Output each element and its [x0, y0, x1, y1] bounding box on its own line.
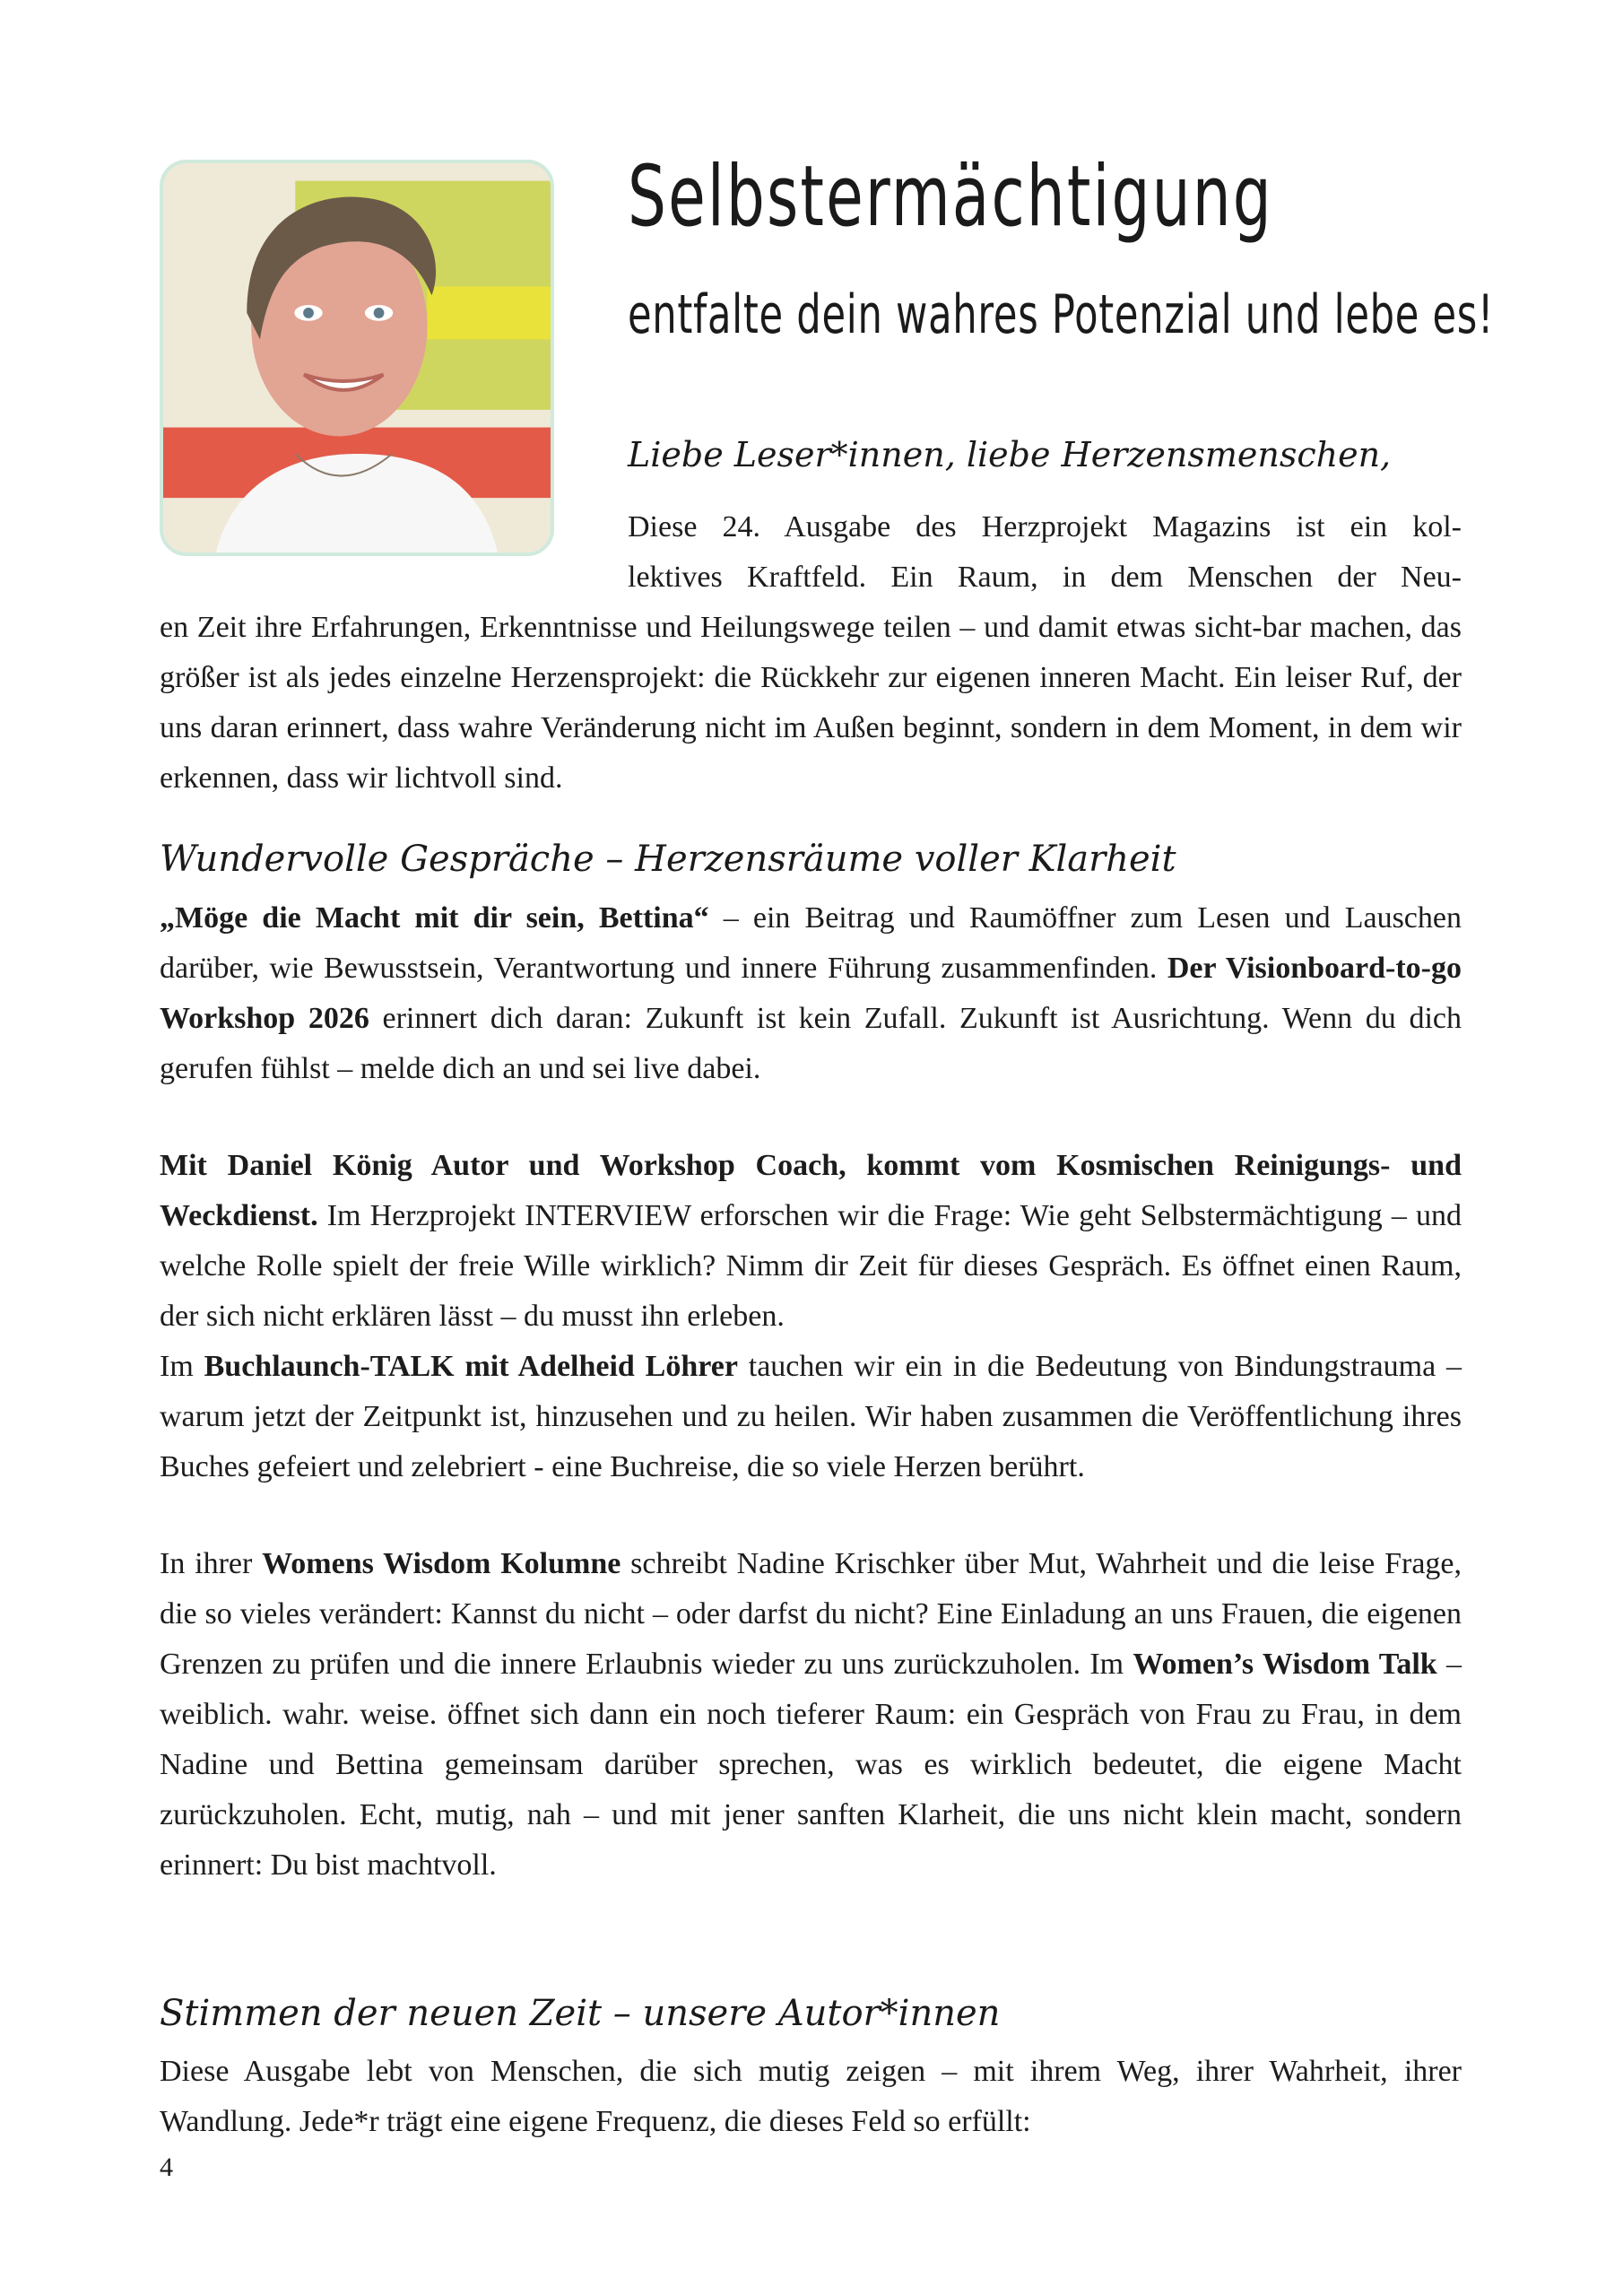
highlight-buchlaunch: Buchlaunch-TALK mit Adelheid Löhrer	[204, 1350, 738, 1383]
highlight-talk: Women’s Wisdom Talk	[1133, 1648, 1437, 1681]
page-number: 4	[160, 2152, 173, 2182]
paragraph-authors: Diese Ausgabe lebt von Menschen, die sich mutig zeigen – mit ihrem Weg, ihrer Wahrheit, ihrer Wandlung. Jede*r trägt eine eigene Frequenz, die dieses Feld so erfüllt:	[160, 2055, 1462, 2138]
page-title: Selbstermächtigung	[628, 148, 1273, 246]
highlight-workshop: Der Visionboard-to-go Workshop 2026	[160, 952, 1462, 1035]
portrait-illustration	[163, 163, 551, 552]
intro-paragraph: en Zeit ihre Erfahrungen, Erkenntnisse und Heilungswege teilen – und damit etwas sicht-bar machen, das größer ist als jedes einzelne Herzensprojekt: die Rückkehr zur eigenen inneren Macht. Ein leiser Ruf, der uns daran erinnert, dass wahre Veränderung nicht im Außen beginnt, sondern in dem Moment, in dem wir erkennen, dass wir lichtvoll sind.	[160, 611, 1462, 795]
paragraph-womens-wisdom: In ihrer Womens Wisdom Kolumne schreibt Nadine Krischker über Mut, Wahrheit und die leise Frage, die so vieles verändert: Kannst du nicht – oder darfst du nicht? Eine Einladung an uns Frauen, die eigenen Grenzen zu prüfen und die innere Erlaubnis wieder zu uns zurückzuholen. Im Women’s Wisdom Talk – weiblich. wahr. weise. öffnet sich dann ein noch tieferer Raum: ein Gespräch von Frau zu Frau, in dem Nadine und Bettina gemeinsam darüber sprechen, was es wirklich bedeutet, die eigene Macht zurückzuholen. Echt, mutig, nah – und mit jener sanften Klarheit, die uns nicht klein macht, sondern erinnert: Du bist machtvoll.	[160, 1547, 1462, 1882]
highlight-title: „Möge die Macht mit dir sein, Bettina“	[160, 901, 709, 935]
section-heading-conversations: Wundervolle Gespräche – Herzensräume voller Klarheit	[160, 839, 1176, 880]
intro-line-2: lektives Kraftfeld. Ein Raum, in dem Menschen der Neu-	[628, 561, 1462, 594]
page-subtitle: entfalte dein wahres Potenzial und lebe es!	[628, 283, 1495, 346]
paragraph-interview: Mit Daniel König Autor und Workshop Coach, kommt vom Kosmischen Reinigungs- und Weckdienst. Im Herzprojekt INTERVIEW erforschen wir die Frage: Wie geht Selbstermächtigung – und welche Rolle spielt der freie Wille wirklich? Nimm dir Zeit für dieses Gespräch. Es öffnet einen Raum, der sich nicht erklären lässt – du musst ihn erleben. Im Buchlaunch-TALK mit Adelheid Löhrer tauchen wir ein in die Bedeutung von Bindungstrauma – warum jetzt der Zeitpunkt ist, hinzusehen und zu heilen. Wir haben zusammen die Veröffentlichung ihres Buches gefeiert und zelebriert - eine Buchreise, die so viele Herzen berührt.	[160, 1149, 1462, 1483]
author-portrait	[160, 160, 554, 556]
section-heading-authors: Stimmen der neuen Zeit – unsere Autor*innen	[160, 1993, 1001, 2034]
intro-line-1: Diese 24. Ausgabe des Herzprojekt Magazins ist ein kol-	[628, 510, 1462, 544]
highlight-daniel: Mit Daniel König Autor und Workshop Coach, kommt vom Kosmischen Reinigungs- und Weckdienst.	[160, 1149, 1462, 1232]
highlight-kolumne: Womens Wisdom Kolumne	[262, 1547, 621, 1580]
greeting: Liebe Leser*innen, liebe Herzensmenschen,	[628, 435, 1392, 474]
paragraph-conversations: „Möge die Macht mit dir sein, Bettina“ – ein Beitrag und Raumöffner zum Lesen und Lauschen darüber, wie Bewusstsein, Verantwortung und innere Führung zusammenfinden. Der Visionboard-to-go Workshop 2026 erinnert dich daran: Zukunft ist kein Zufall. Zukunft ist Ausrichtung. Wenn du dich gerufen fühlst – melde dich an und sei live dabei.	[160, 901, 1462, 1085]
